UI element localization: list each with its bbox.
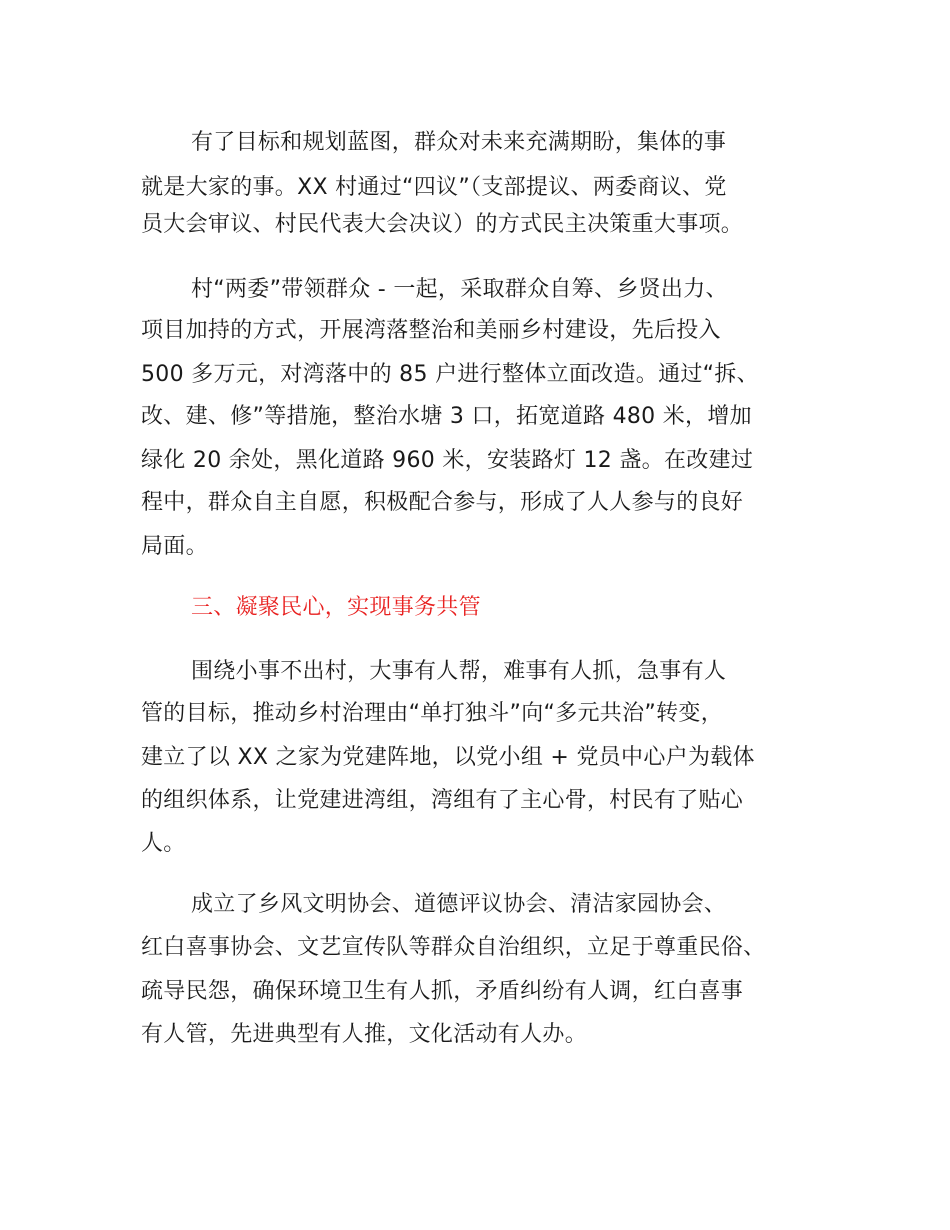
paragraph-1-line-2: 就是大家的事。XX 村通过“四议”（支部提议、两委商议、党 — [141, 175, 727, 200]
paragraph-2-line-1: 村“两委”带领群众 - 一起，采取群众自筹、乡贤出力、 — [191, 277, 728, 302]
paragraph-1-line-3: 员大会审议、村民代表大会决议）的方式民主决策重大事项。 — [141, 212, 744, 237]
paragraph-2-line-2: 项目加持的方式，开展湾落整治和美丽乡村建设，先后投入 — [141, 318, 721, 343]
paragraph-1-line-1: 有了目标和规划蓝图，群众对未来充满期盼，集体的事 — [191, 130, 727, 155]
paragraph-4-line-1: 成立了乡风文明协会、道德评议协会、清洁家园协会、 — [191, 892, 727, 917]
paragraph-2-line-4: 改、建、修”等措施，整治水塘 3 口，拓宽道路 480 米，增加 — [141, 404, 752, 429]
paragraph-4-line-4: 有人管，先进典型有人推，文化活动有人办。 — [141, 1022, 588, 1047]
paragraph-2-line-6: 程中，群众自主自愿，积极配合参与，形成了人人参与的良好 — [141, 490, 744, 515]
paragraph-4-line-2: 红白喜事协会、文艺宣传队等群众自治组织，立足于尊重民俗、 — [141, 935, 766, 960]
paragraph-2-line-3: 500 多万元，对湾落中的 85 户进行整体立面改造。通过“拆、 — [141, 362, 759, 387]
paragraph-2-line-7: 局面。 — [141, 534, 208, 559]
paragraph-4-line-3: 疏导民怨，确保环境卫生有人抓，矛盾纠纷有人调，红白喜事 — [141, 979, 744, 1004]
paragraph-3-line-3: 建立了以 XX 之家为党建阵地，以党小组 + 党员中心户为载体 — [141, 745, 755, 770]
paragraph-3-line-4: 的组织体系，让党建进湾组，湾组有了主心骨，村民有了贴心 — [141, 788, 744, 813]
paragraph-3-line-2: 管的目标，推动乡村治理由“单打独斗”向“多元共治”转变， — [141, 701, 723, 726]
paragraph-3-line-1: 围绕小事不出村，大事有人帮，难事有人抓，急事有人 — [191, 659, 727, 684]
paragraph-3-line-5: 人。 — [141, 831, 186, 856]
section-heading: 三、凝聚民心，实现事务共管 — [191, 595, 481, 620]
paragraph-2-line-5: 绿化 20 余处，黑化道路 960 米，安装路灯 12 盏。在改建过 — [141, 448, 754, 473]
